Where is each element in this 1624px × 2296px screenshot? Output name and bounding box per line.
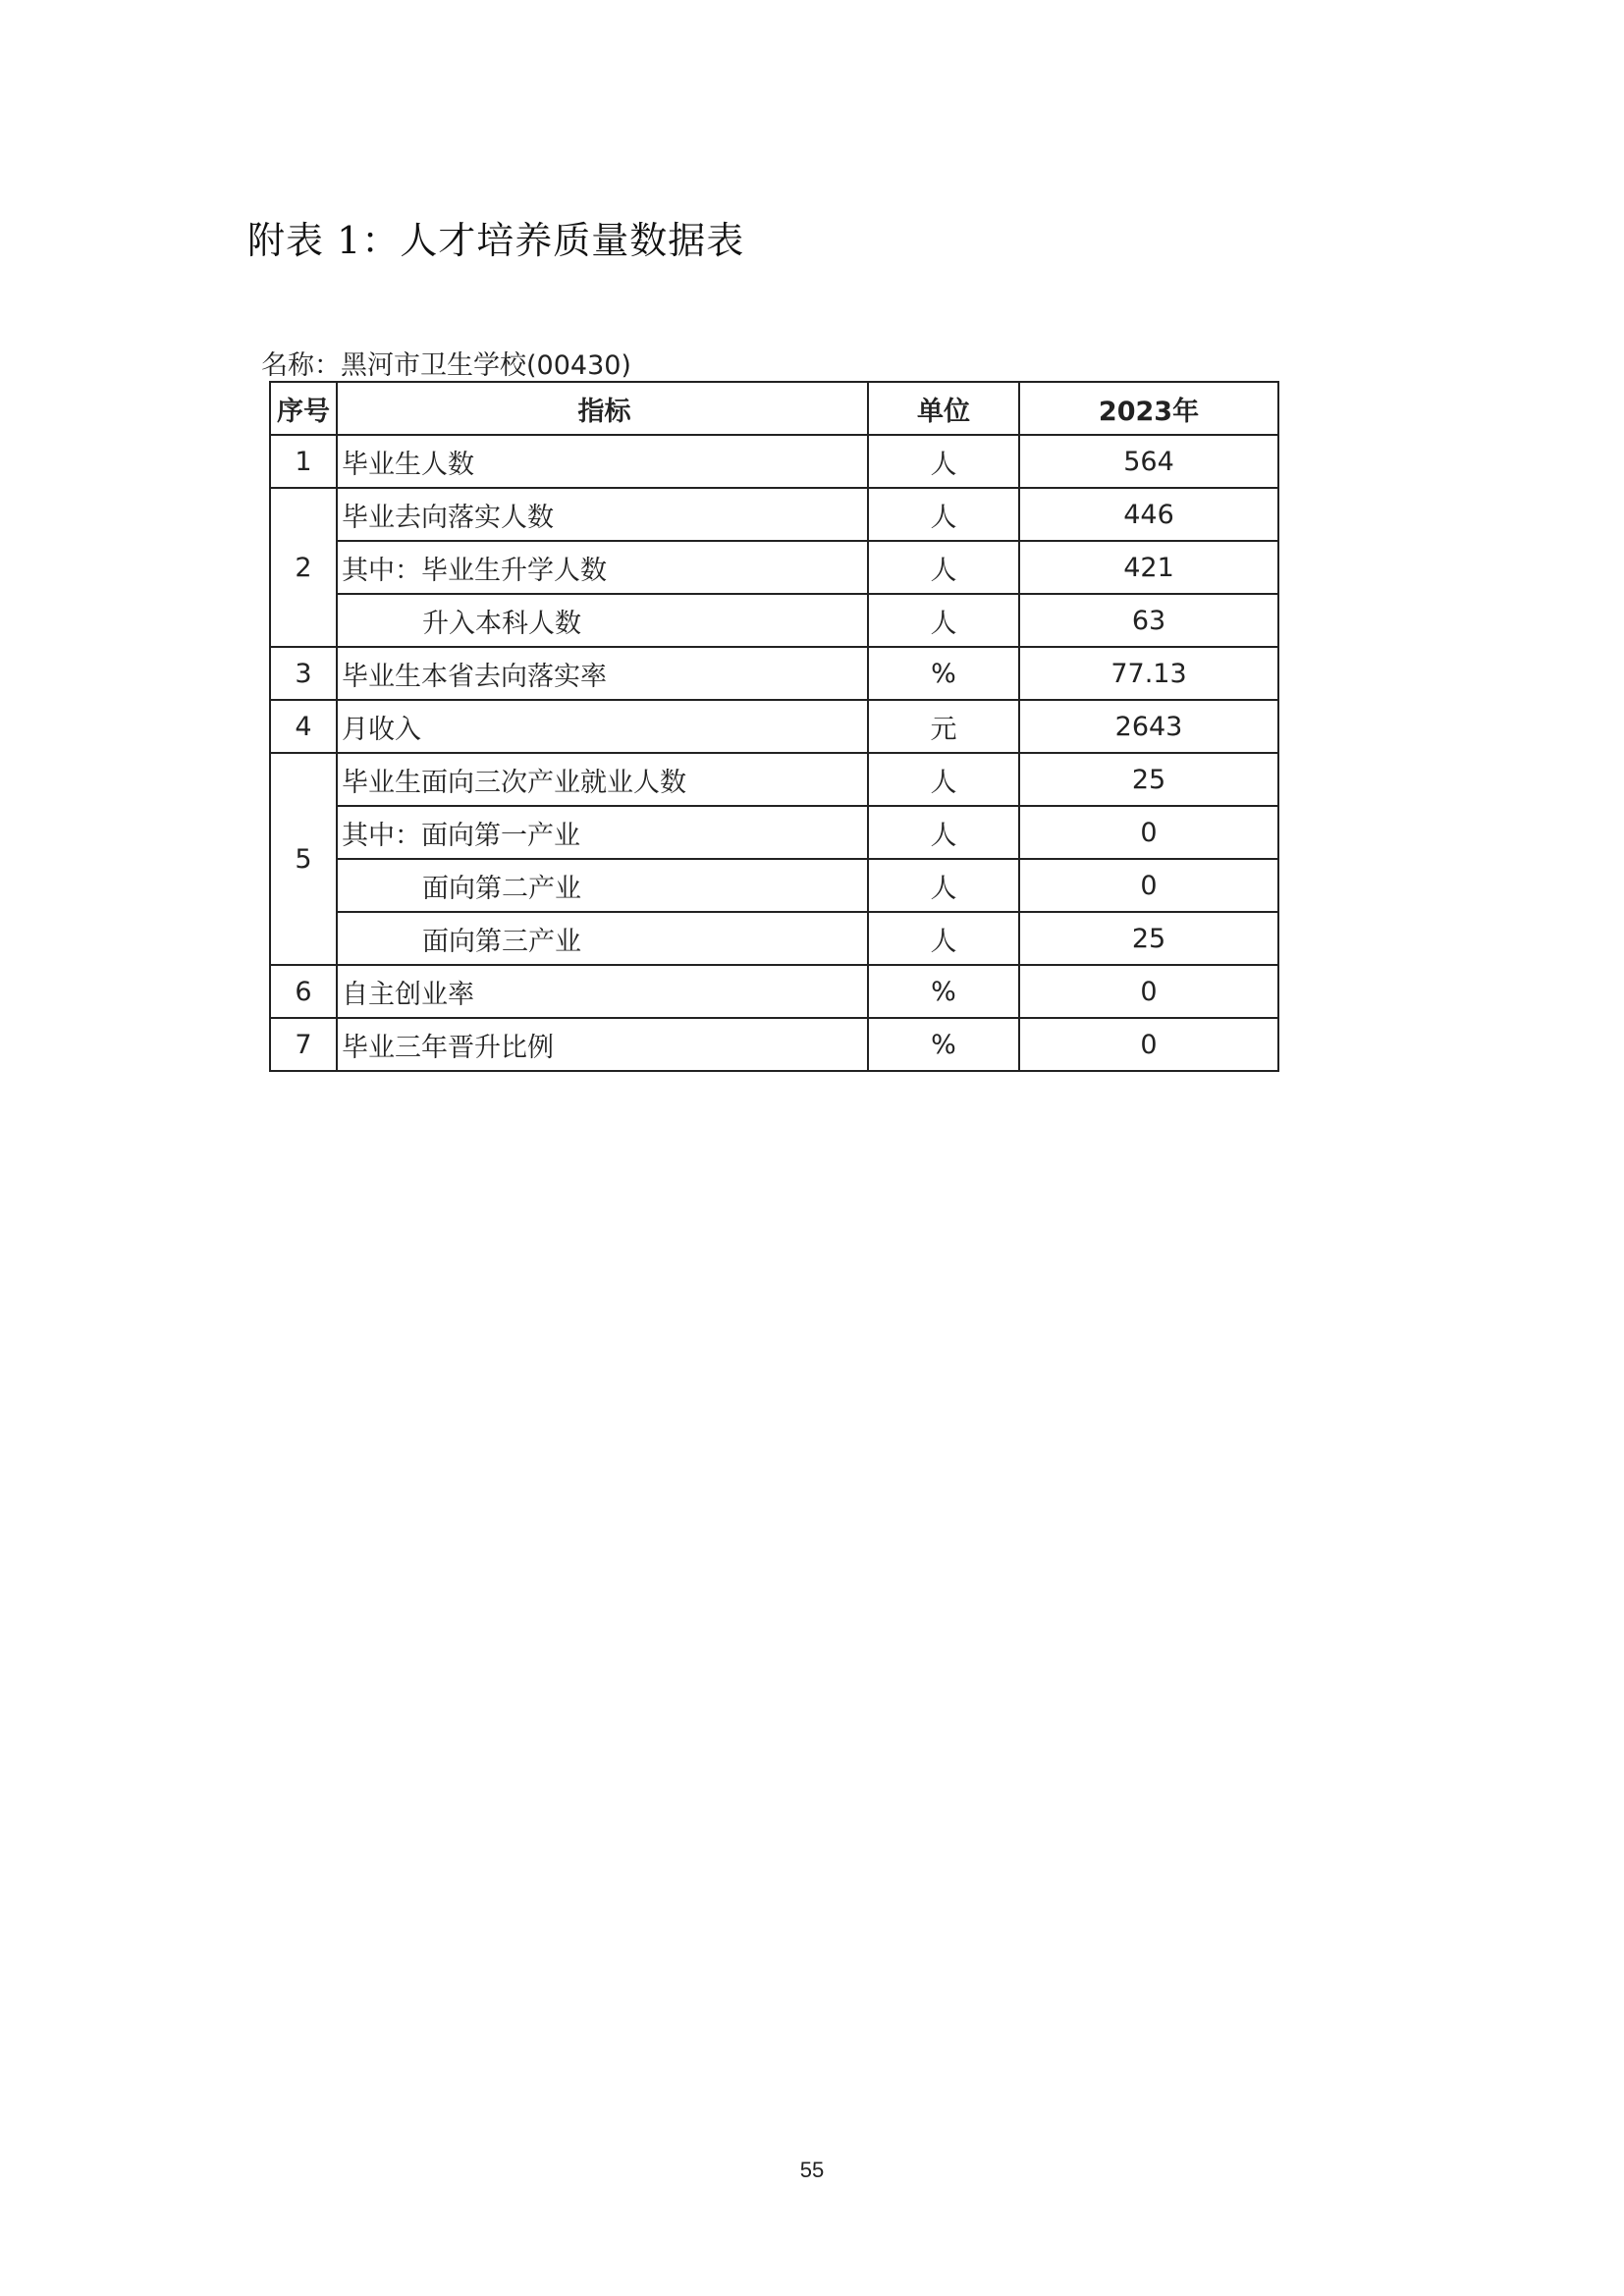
row-value: 0 [1019, 859, 1278, 912]
table-row [270, 435, 1278, 488]
row-indicator: 毕业去向落实人数 [337, 488, 868, 541]
row-unit: 人 [868, 488, 1019, 541]
row-value: 25 [1019, 753, 1278, 806]
row-seq: 5 [270, 753, 337, 965]
row-indicator: 毕业生面向三次产业就业人数 [337, 753, 868, 806]
data-table [269, 381, 1279, 1072]
row-seq: 1 [270, 435, 337, 488]
row-unit: % [868, 965, 1019, 1018]
table-row [270, 541, 1278, 594]
row-seq: 2 [270, 488, 337, 647]
header-seq: 序号 [270, 382, 337, 435]
table-row [270, 700, 1278, 753]
row-indicator: 毕业生人数 [337, 435, 868, 488]
row-unit: 元 [868, 700, 1019, 753]
table-row [270, 965, 1278, 1018]
table-row [270, 647, 1278, 700]
row-seq: 7 [270, 1018, 337, 1071]
table-row [270, 488, 1278, 541]
table-row [270, 1018, 1278, 1071]
table-row [270, 912, 1278, 965]
row-indicator: 其中：毕业生升学人数 [337, 541, 868, 594]
header-year: 2023年 [1019, 382, 1278, 435]
row-value: 63 [1019, 594, 1278, 647]
row-indicator: 毕业三年晋升比例 [337, 1018, 868, 1071]
row-value: 2643 [1019, 700, 1278, 753]
table-header-row [270, 382, 1278, 435]
row-value: 0 [1019, 1018, 1278, 1071]
row-seq: 3 [270, 647, 337, 700]
row-seq: 6 [270, 965, 337, 1018]
row-indicator: 月收入 [337, 700, 868, 753]
row-unit: 人 [868, 753, 1019, 806]
row-unit: % [868, 1018, 1019, 1071]
row-value: 25 [1019, 912, 1278, 965]
row-unit: 人 [868, 435, 1019, 488]
row-indicator: 其中：面向第一产业 [337, 806, 868, 859]
row-indicator: 升入本科人数 [337, 594, 868, 647]
table-row [270, 859, 1278, 912]
row-unit: % [868, 647, 1019, 700]
page-number: 55 [799, 2158, 825, 2182]
row-value: 0 [1019, 965, 1278, 1018]
row-value: 564 [1019, 435, 1278, 488]
row-value: 421 [1019, 541, 1278, 594]
row-unit: 人 [868, 859, 1019, 912]
row-indicator: 毕业生本省去向落实率 [337, 647, 868, 700]
row-value: 77.13 [1019, 647, 1278, 700]
row-indicator: 面向第二产业 [337, 859, 868, 912]
table-row [270, 753, 1278, 806]
row-unit: 人 [868, 541, 1019, 594]
row-indicator: 自主创业率 [337, 965, 868, 1018]
table-row [270, 806, 1278, 859]
row-value: 0 [1019, 806, 1278, 859]
row-indicator: 面向第三产业 [337, 912, 868, 965]
header-indicator: 指标 [337, 382, 868, 435]
table-caption: 名称：黑河市卫生学校(00430) [261, 350, 631, 381]
header-unit: 单位 [868, 382, 1019, 435]
row-seq: 4 [270, 700, 337, 753]
row-value: 446 [1019, 488, 1278, 541]
row-unit: 人 [868, 594, 1019, 647]
table-row [270, 594, 1278, 647]
row-unit: 人 [868, 912, 1019, 965]
row-unit: 人 [868, 806, 1019, 859]
page-title: 附表 1：人才培养质量数据表 [247, 219, 745, 262]
